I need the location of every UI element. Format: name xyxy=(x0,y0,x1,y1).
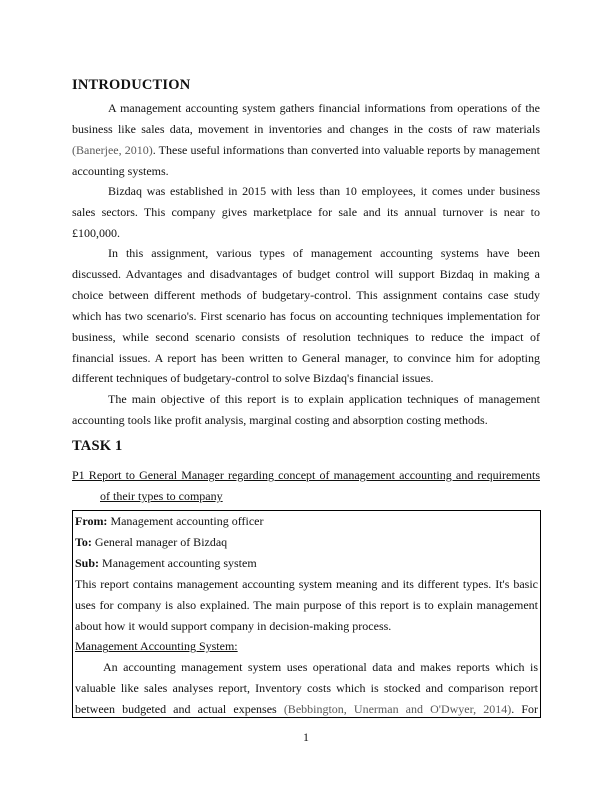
citation-banerjee: (Banerjee, 2010) xyxy=(72,142,153,157)
intro-paragraph-2: Bizdaq was established in 2015 with less than 10 employees, it comes under business sales sectors. This company gives marketplace for sale and its annual turnover is near to £100,000. xyxy=(72,184,540,240)
memo-box xyxy=(72,510,541,718)
memo-subject xyxy=(75,553,538,574)
memo-subject-value: Management accounting system xyxy=(99,555,257,570)
memo-section-text-a: An accounting management system uses operational data and makes reports which is valuable like sales analyses report, Inventory costs which is stocked and comparison report between budgeted and actual expenses xyxy=(75,660,538,717)
introduction-heading: INTRODUCTION xyxy=(72,77,191,93)
task-1-subheading xyxy=(72,465,540,507)
memo-to xyxy=(75,532,538,553)
task-1-heading: TASK 1 xyxy=(72,438,123,454)
memo-from-label: From: xyxy=(75,514,108,528)
memo-from xyxy=(75,511,538,532)
intro-paragraph-4: The main objective of this report is to explain application techniques of management accounting tools like profit analysis, marginal costing and absorption costing methods. xyxy=(72,392,540,427)
memo-section-paragraph xyxy=(75,657,538,718)
intro-p1-text-a: A management accounting system gathers financial informations from operations of the business like sales data, movement in inventories and changes in the costs of raw materials xyxy=(72,101,540,136)
intro-paragraph-3: In this assignment, various types of management accounting systems have been discussed. Advantages and disadvantages of budget control will support Bizdaq in making a choice between different methods of budgetary-control. This assignment contains case study which has two scenario's. First scenario has focus on accounting techniques implementation for business, while second scenario consists of resolution techniques to reduce the impact of financial issues. A report has been written to General manager, to convince him for adopting different techniques of budgetary-control to solve Bizdaq's financial issues. xyxy=(72,246,540,386)
memo-section-text-b: . For xyxy=(511,702,538,717)
page-number: 1 xyxy=(303,730,309,744)
memo-subject-label: Sub: xyxy=(75,555,100,570)
memo-from-value: Management accounting officer xyxy=(107,514,264,528)
memo-to-value: General manager of Bizdaq xyxy=(91,534,228,549)
intro-p1-text-b: . These useful informations than converted into valuable reports by management accounting systems. xyxy=(72,142,540,178)
task-1-subheading-text: P1 Report to General Manager regarding concept of management accounting and requirements of their types to company xyxy=(72,468,540,503)
memo-to-label: To: xyxy=(75,534,92,549)
intro-paragraph-1 xyxy=(72,98,540,182)
citation-bebbington: (Bebbington, Unerman and O'Dwyer, 2014) xyxy=(283,702,512,717)
memo-intro: This report contains management accounting system meaning and its different types. It's basic uses for company is also explained. The main purpose of this report is to explain management about how it would support company in decision-making process. xyxy=(75,576,538,633)
memo-section-title: Management Accounting System: xyxy=(75,639,238,654)
